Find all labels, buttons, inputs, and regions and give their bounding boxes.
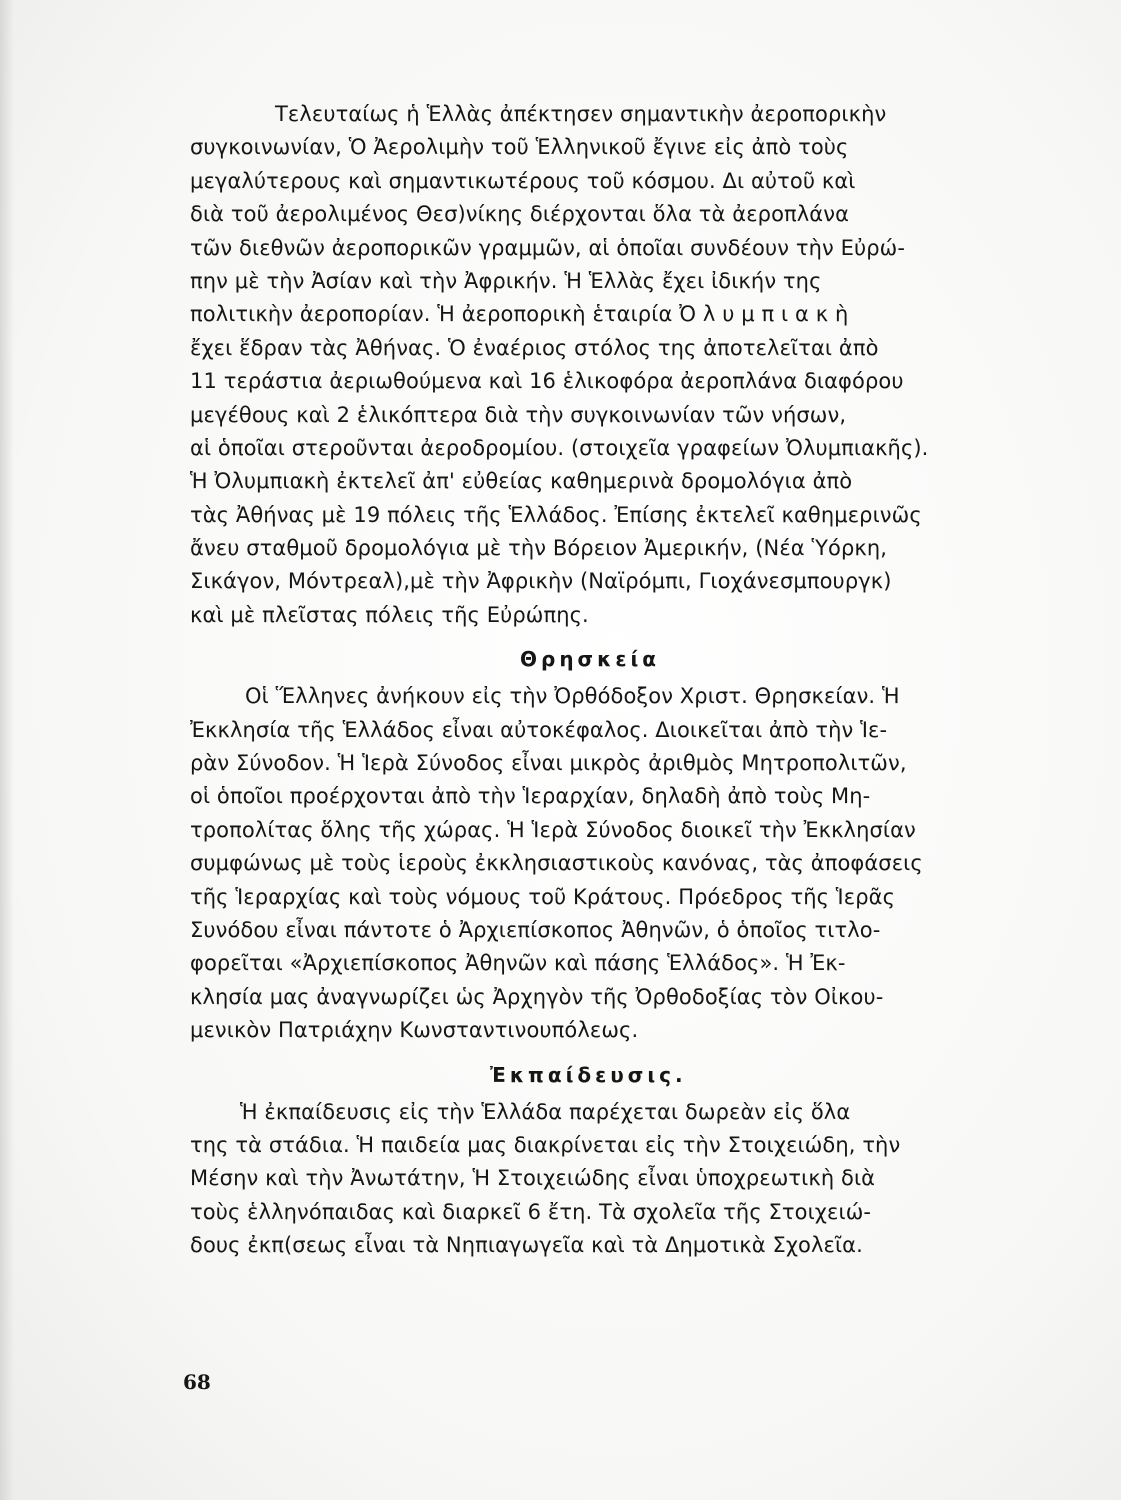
paragraph-religion [190,680,1035,1047]
text-line: τροπολίτας ὅλης τῆς χώρας. Ἡ Ἱερὰ Σύνοδος διοικεῖ τὴν Ἐκκλησίαν [190,817,916,842]
section-heading-religion: Θρησκεία [520,647,661,672]
text-line: 11 τεράστια ἀεριωθούμενα καὶ 16 ἑλικοφόρα ἀεροπλάνα διαφόρου [190,369,904,394]
text-line: της τὰ στάδια. Ἡ παιδεία μας διακρίνεται εἰς τὴν Στοιχειώδη, τὴν [190,1132,901,1157]
text-line: τοὺς ἑλληνόπαιδας καὶ διαρκεῖ 6 ἔτη. Τὰ σχολεῖα τῆς Στοιχειώ- [190,1199,872,1224]
text-line: κλησία μας ἀναγνωρίζει ὡς Ἀρχηγὸν τῆς Ὀρθοδοξίας τὸν Οἰκου- [190,984,884,1009]
text-line: τῆς Ἱεραρχίας καὶ τοὺς νόμους τοῦ Κράτους. Πρόεδρος τῆς Ἱερᾶς [190,884,896,909]
text-line: μεγαλύτερους καὶ σημαντικωτέρους τοῦ κόσμου. Δι αὐτοῦ καὶ [190,168,856,193]
section-heading-education: Ἐκπαίδευσις. [490,1062,687,1087]
text-line: Ἐκκλησία τῆς Ἑλλάδος εἶναι αὐτοκέφαλος. Διοικεῖται ἀπὸ τὴν Ἱε- [190,717,888,742]
text-line: Συνόδου εἶναι πάντοτε ὁ Ἀρχιεπίσκοπος Ἀθηνῶν, ὁ ὁποῖος τιτλο- [190,917,881,942]
text-line: τὰς Ἀθήνας μὲ 19 πόλεις τῆς Ἑλλάδος. Ἐπίσης ἐκτελεῖ καθημερινῶς [190,502,922,527]
text-line: Ἡ ἐκπαίδευσις εἰς τὴν Ἑλλάδα παρέχεται δωρεὰν εἰς ὅλα [240,1099,851,1124]
text-line: καὶ μὲ πλεῖστας πόλεις τῆς Εὐρώπης. [190,602,589,627]
text-line: δους ἐκπ(σεως εἶναι τὰ Νηπιαγωγεῖα καὶ τὰ Δημοτικὰ Σχολεῖα. [190,1233,863,1258]
text-line: μεγέθους καὶ 2 ἑλικόπτερα διὰ τὴν συγκοινωνίαν τῶν νήσων, [190,402,847,427]
text-line: Μέσην καὶ τὴν Ἀνωτάτην, Ἡ Στοιχειώδης εἶναι ὑποχρεωτικὴ διὰ [190,1166,876,1191]
paragraph-aviation [190,98,1035,632]
text-line: πην μὲ τὴν Ἀσίαν καὶ τὴν Ἀφρικήν. Ἡ Ἑλλὰς ἔχει ἰδικήν της [190,268,822,293]
text-line: ἄνευ σταθμοῦ δρομολόγια μὲ τὴν Βόρειον Ἀμερικήν, (Νέα Ὑόρκη, [190,536,888,561]
text-line: διὰ τοῦ ἀερολιμένος Θεσ)νίκης διέρχονται ὅλα τὰ ἀεροπλάνα [190,202,850,227]
text-line: ρὰν Σύνοδον. Ἡ Ἱερὰ Σύνοδος εἶναι μικρὸς ἀριθμὸς Μητροπολιτῶν, [190,751,907,776]
text-line: πολιτικὴν ἀεροπορίαν. Ἡ ἀεροπορικὴ ἑταιρία Ὀ λ υ μ π ι α κ ὴ [190,302,849,327]
text-line: συγκοινωνίαν, Ὁ Ἀερολιμὴν τοῦ Ἑλληνικοῦ ἔγινε εἰς ἀπὸ τοὺς [190,135,849,160]
body-text [190,98,1035,1263]
text-line: Σικάγον, Μόντρεαλ),μὲ τὴν Ἀφρικὴν (Ναϊρόμπι, Γιοχάνεσμπουργκ) [190,569,892,594]
text-line: αἱ ὁποῖαι στεροῦνται ἀεροδρομίου. (στοιχεῖα γραφείων Ὀλυμπιακῆς). [190,435,929,460]
page-number: 68 [183,1370,211,1394]
page-edge-shadow [0,0,14,1500]
text-line: Ἡ Ὀλυμπιακὴ ἐκτελεῖ ἀπ' εὐθείας καθημερινὰ δρομολόγια ἀπὸ [190,469,853,494]
text-line: συμφώνως μὲ τοὺς ἱεροὺς ἐκκλησιαστικοὺς κανόνας, τὰς ἀποφάσεις [190,851,923,876]
text-line: Οἱ Ἕλληνες ἀνήκουν εἰς τὴν Ὀρθόδοξον Χριστ. Θρησκείαν. Ἡ [245,684,900,709]
text-line: μενικὸν Πατριάχην Κωνσταντινουπόλεως. [190,1018,639,1043]
text-line: φορεῖται «Ἀρχιεπίσκοπος Ἀθηνῶν καὶ πάσης Ἑλλάδος». Ἡ Ἐκ- [190,951,846,976]
paragraph-education [190,1096,1035,1263]
text-line: τῶν διεθνῶν ἀεροπορικῶν γραμμῶν, αἱ ὁποῖαι συνδέουν τὴν Εὐρώ- [190,235,906,260]
text-line: Τελευταίως ἡ Ἑλλὰς ἀπέκτησεν σημαντικὴν ἀεροπορικὴν [275,102,887,126]
text-line: ἔχει ἕδραν τὰς Ἀθήνας. Ὁ ἐναέριος στόλος της ἀποτελεῖται ἀπὸ [190,335,879,360]
text-line: οἱ ὁποῖοι προέρχονται ἀπὸ τὴν Ἱεραρχίαν, δηλαδὴ ἀπὸ τοὺς Μη- [190,784,871,809]
